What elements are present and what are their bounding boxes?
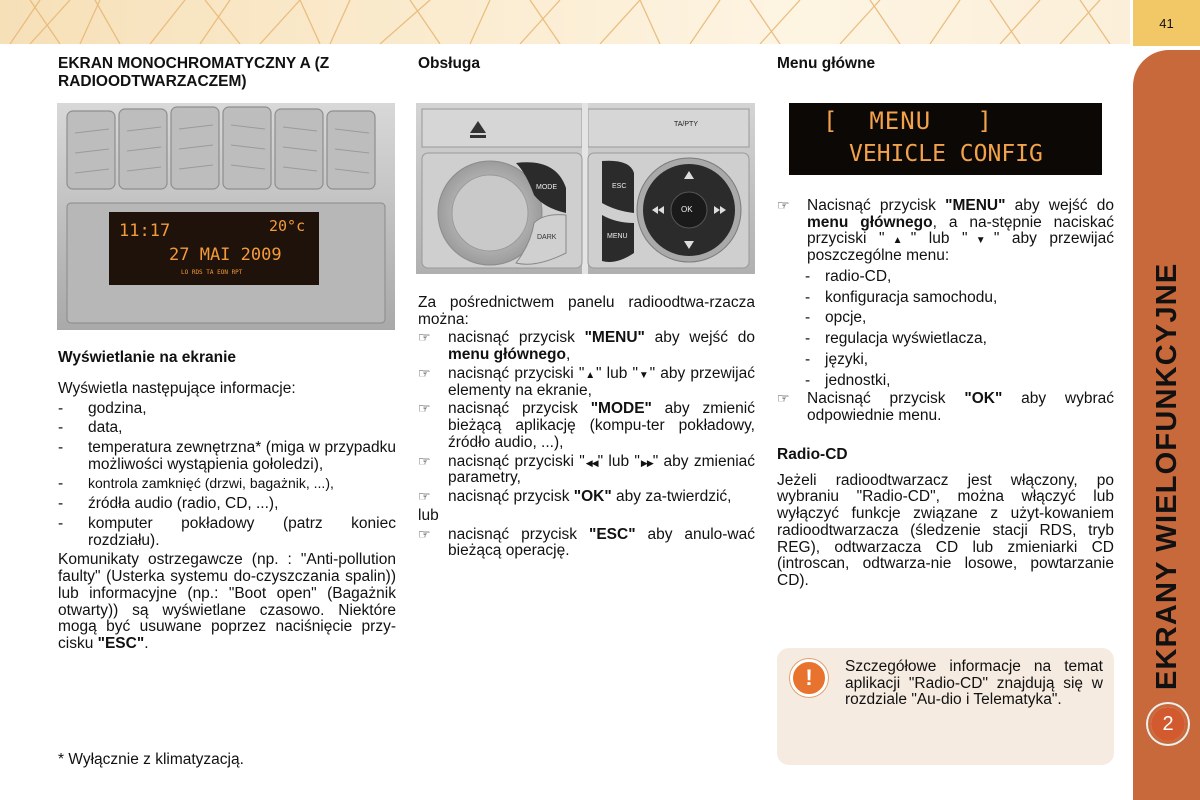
menu-option: - języki, xyxy=(805,350,869,368)
display-date: 27 MAI 2009 xyxy=(169,245,282,265)
radio-cd-text: Jeżeli radioodtwarzacz jest włączony, po wybraniu "Radio-CD", można włączyć lub wyłączyć funkcje związane z użyt-kowaniem radioodtwarzacza (śledzenie stacji RDS, tryb REG), odtwarzacza CD lub zmieniarki CD (introscan, odtwarza-nie losowe, powtarzanie CD). xyxy=(777,471,1114,590)
pointing-hand-icon: ☞ xyxy=(418,329,431,346)
col2-title: Obsługa xyxy=(418,55,481,72)
clock-display xyxy=(109,212,319,285)
ta-pty-label: TA/PTY xyxy=(674,121,698,128)
chapter-title: EKRANY WIELOFUNKCYJNE xyxy=(1151,262,1183,690)
down-arrow-icon: ▼ xyxy=(967,235,994,247)
col1-title: EKRAN MONOCHROMATYCZNY A (Z RADIOODTWARZACZEM) xyxy=(58,55,330,90)
menu-label: MENU xyxy=(607,233,628,240)
list-item: - godzina, xyxy=(58,399,147,417)
menu-option: - radio-CD, xyxy=(805,267,892,285)
exclamation-icon: ! xyxy=(790,659,828,697)
section-title-display: Wyświetlanie na ekranie xyxy=(58,349,237,366)
pointing-hand-icon: ☞ xyxy=(418,364,431,381)
warning-messages-paragraph: Komunikaty ostrzegawcze (np. : "Anti-pollution faulty" (Usterka systemu do-czyszczania spalin)) lub informacyjne (np.: "Boot open" (Bagażnik otwarty)) są wyświetlane czasowo. Niektóre mogą być usuwane poprzez naciśnięcie przy-cisku "ESC". xyxy=(58,551,396,653)
note-text: Szczegółowe informacje na temat aplikacji "Radio-CD" znajdują się w rozdziale "Au-dio i Telematyka". xyxy=(845,658,1103,709)
list-item: ☞ nacisnąć przycisk "MENU" aby wejść do menu głównego, xyxy=(418,329,755,364)
menu-display xyxy=(789,103,1102,175)
chapter-badge xyxy=(1148,704,1188,744)
up-arrow-icon: ▲ xyxy=(884,235,911,247)
page-number: 41 xyxy=(1159,16,1174,31)
pointing-hand-icon: ☞ xyxy=(418,525,431,542)
list-item: ☞ nacisnąć przycisk "MODE" aby zmienić bieżącą aplikację (kompu-ter pokładowy, źródło audio, ...), xyxy=(418,400,755,451)
column-3 xyxy=(777,55,1115,73)
column-2 xyxy=(418,55,756,73)
col3-text xyxy=(777,196,1114,590)
list-item: - komputer pokładowy (patrz koniec rozdziału). xyxy=(58,514,396,549)
col1-text xyxy=(58,349,396,653)
lcd-line-2: VEHICLE CONFIG xyxy=(849,141,1043,167)
col2-intro: Za pośrednictwem panelu radioodtwa-rzacza można: xyxy=(418,294,755,328)
header-band xyxy=(0,0,1130,44)
list-item: ☞ nacisnąć przyciski "▲" lub "▼" aby przewijać elementy na ekranie, xyxy=(418,364,755,399)
pointing-hand-icon: ☞ xyxy=(418,488,431,505)
col2-text xyxy=(418,295,755,560)
esc-label: ESC xyxy=(612,183,627,190)
list-item: - kontrola zamknięć (drzwi, bagażnik, ...), xyxy=(58,475,334,493)
display-time: 11:17 xyxy=(119,221,171,241)
col1-intro: Wyświetla następujące informacje: xyxy=(58,379,296,397)
menu-option: - opcje, xyxy=(805,309,867,327)
list-item: - data, xyxy=(58,419,123,437)
mode-label: MODE xyxy=(536,184,557,191)
pointing-hand-icon: ☞ xyxy=(418,452,431,469)
radio-cd-title: Radio-CD xyxy=(777,445,848,463)
header-decoration xyxy=(0,0,1130,44)
list-item: ☞ Nacisnąć przycisk "MENU" aby wejść do menu głównego, a na-stępnie naciskać przyciski "▲" lub "▼" aby przewijać poszczególne menu: xyxy=(777,197,1114,265)
chapter-number: 2 xyxy=(1151,707,1185,741)
dashboard-photo xyxy=(57,103,395,330)
up-arrow-icon: ▲ xyxy=(584,369,596,381)
col3-title: Menu główne xyxy=(777,55,876,72)
list-item: ☞ nacisnąć przycisk "ESC" aby anulo-wać bieżącą operację. xyxy=(418,525,755,560)
menu-option: - jednostki, xyxy=(805,371,891,389)
rewind-icon: ◀◀ xyxy=(584,457,598,468)
pointing-hand-icon: ☞ xyxy=(777,197,790,213)
dark-label: DARK xyxy=(537,234,557,241)
lcd-line-1: [ MENU ] xyxy=(823,107,993,135)
or-text: lub xyxy=(418,506,439,524)
column-1 xyxy=(58,55,396,91)
radio-panel-drawing xyxy=(416,103,755,274)
display-indicators: LO RDS TA EON RPT xyxy=(181,269,243,276)
radio-panel-photo xyxy=(416,103,755,274)
list-item: ☞ Nacisnąć przycisk "OK" aby wybrać odpowiednie menu. xyxy=(777,390,1114,425)
pointing-hand-icon: ☞ xyxy=(418,400,431,417)
menu-option: - konfiguracja samochodu, xyxy=(805,288,998,306)
list-item: - temperatura zewnętrzna* (miga w przypadku możliwości wystąpienia gołoledzi), xyxy=(58,439,396,473)
menu-option: - regulacja wyświetlacza, xyxy=(805,330,987,348)
list-item: - źródła audio (radio, CD, ...), xyxy=(58,495,279,513)
ok-label: OK xyxy=(681,205,693,214)
pointing-hand-icon: ☞ xyxy=(777,390,790,407)
display-temperature: 20°c xyxy=(269,217,306,235)
list-item: ☞ nacisnąć przycisk "OK" aby za-twierdzić, xyxy=(418,488,732,506)
fast-forward-icon: ▶▶ xyxy=(639,457,653,468)
footnote: * Wyłącznie z klimatyzacją. xyxy=(58,751,244,768)
down-arrow-icon: ▼ xyxy=(638,369,650,381)
list-item: ☞ nacisnąć przyciski "◀◀" lub "▶▶" aby zmieniać parametry, xyxy=(418,452,756,487)
